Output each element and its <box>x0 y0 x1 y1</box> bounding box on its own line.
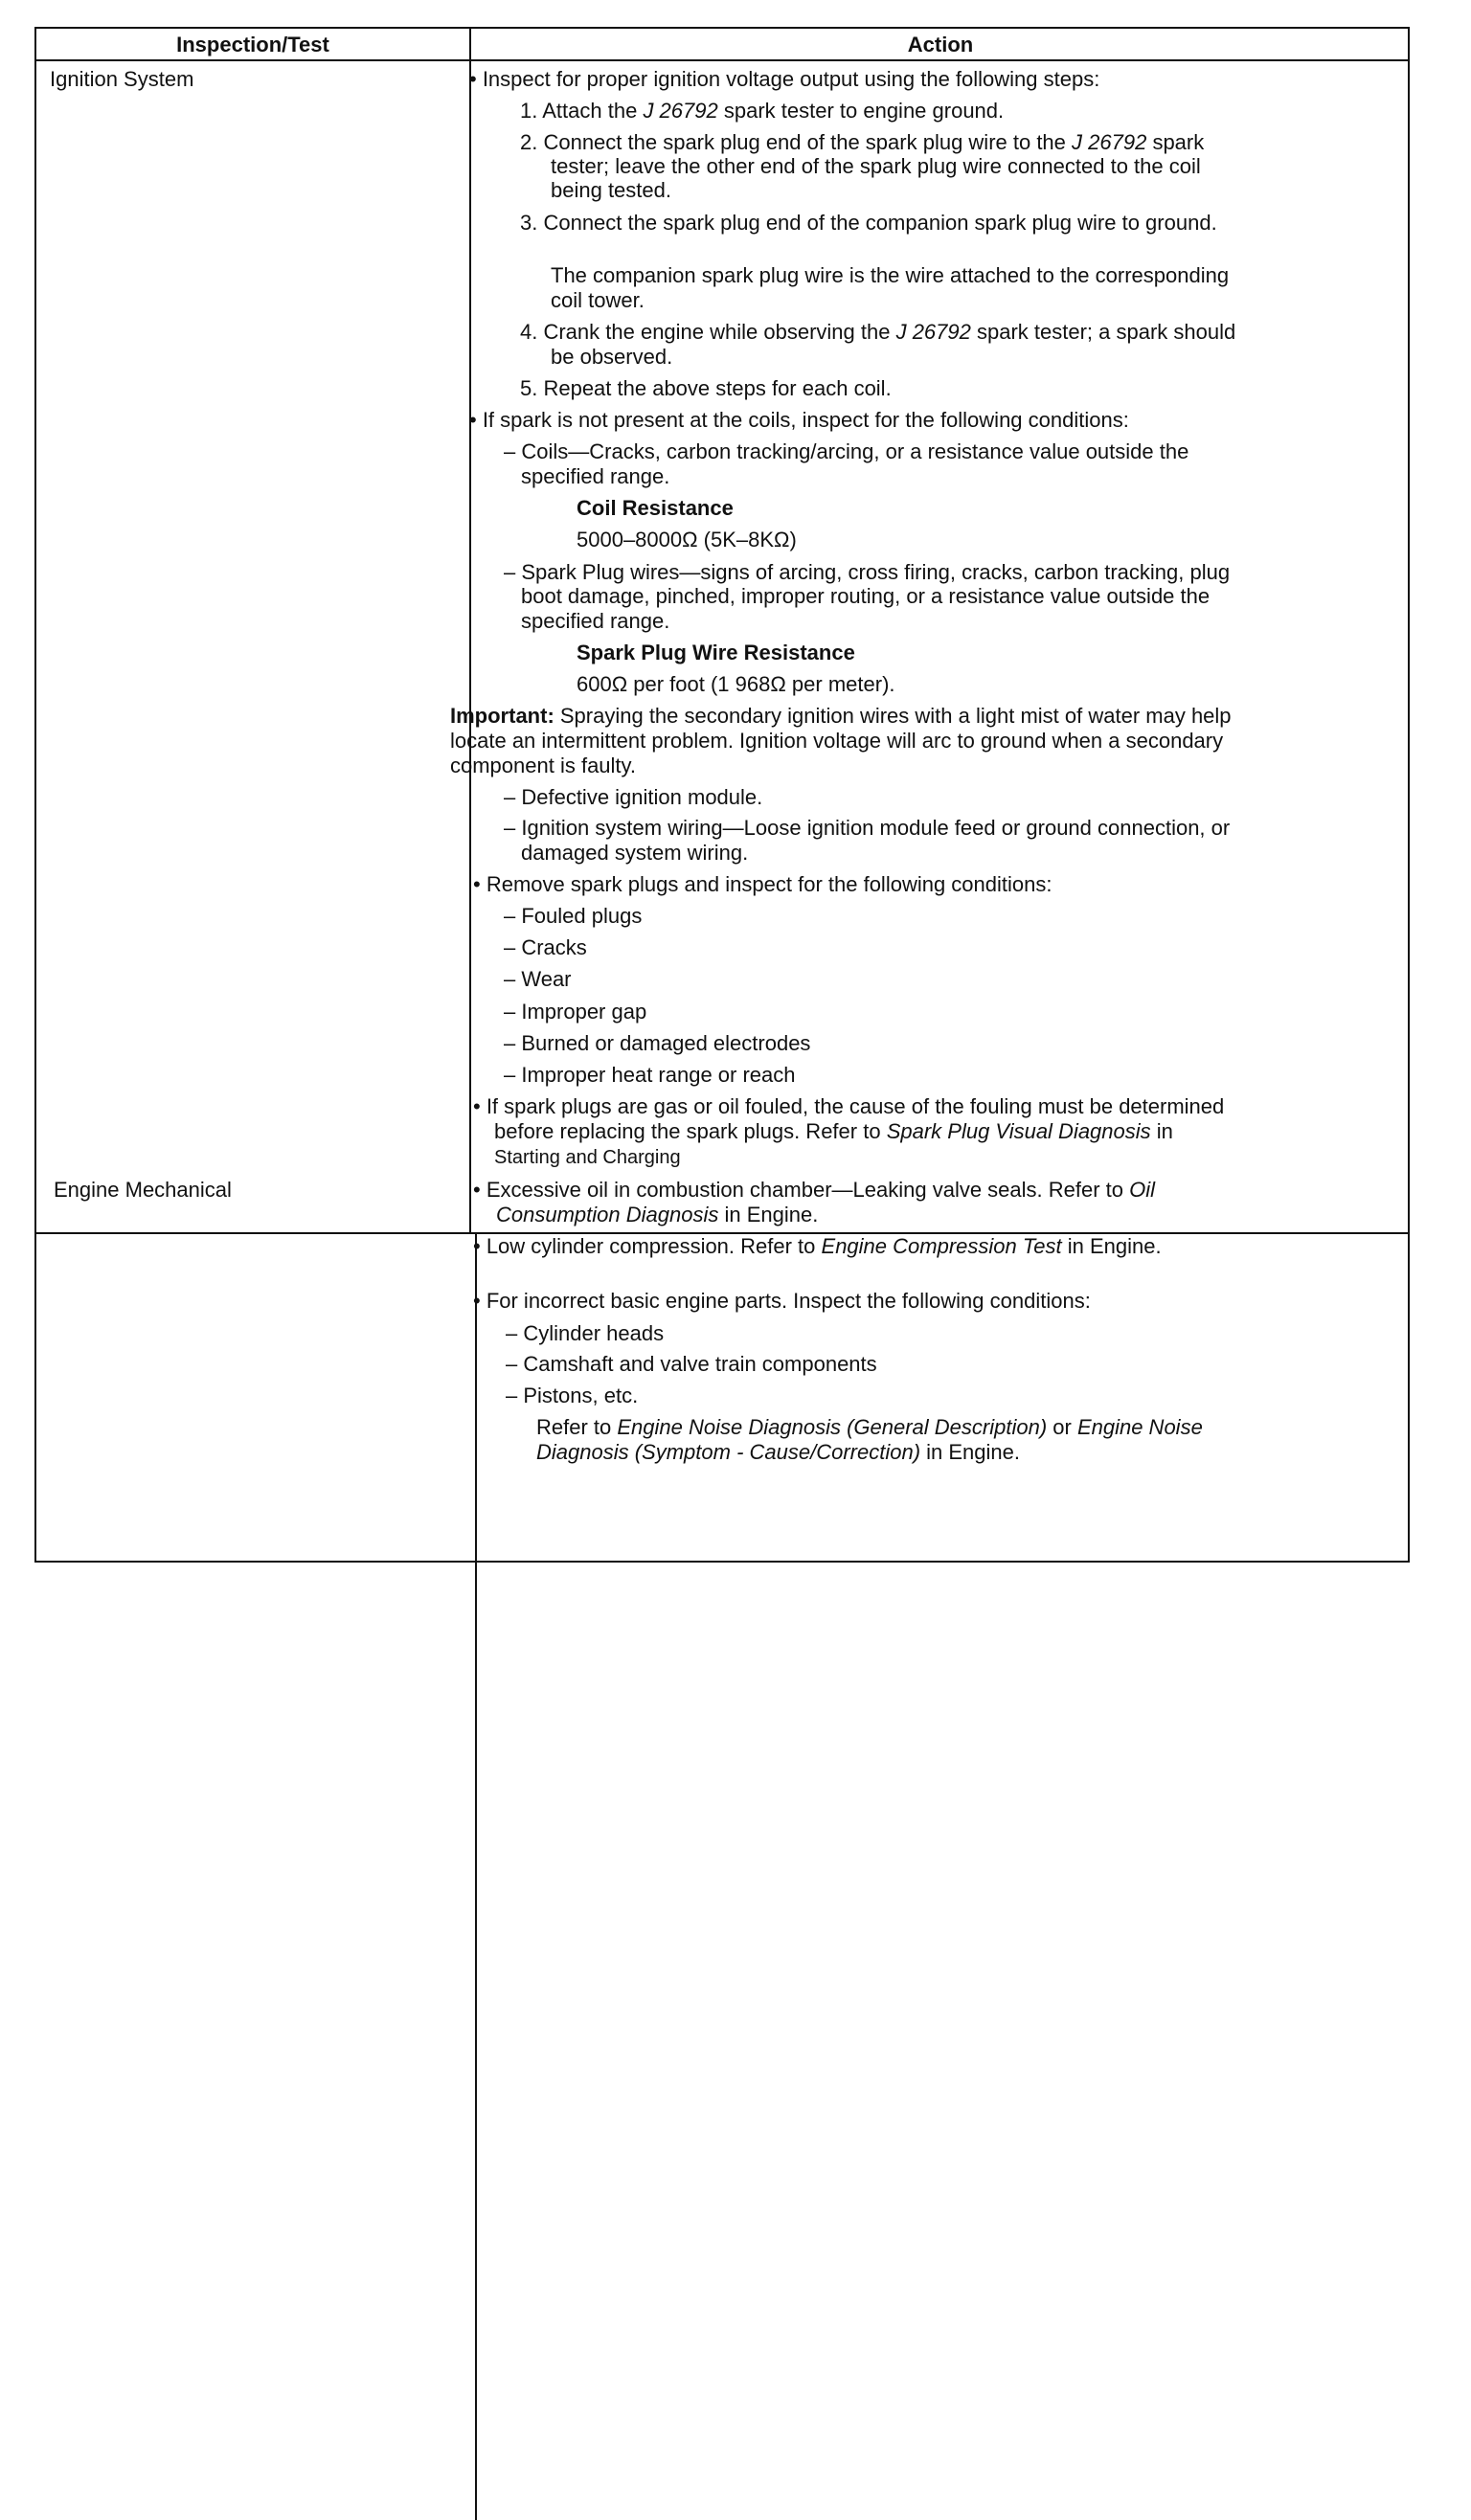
plug-fouled: – Fouled plugs <box>504 904 643 928</box>
coil-resistance-title: Coil Resistance <box>577 496 734 520</box>
row-label-ignition: Ignition System <box>50 67 194 91</box>
part-pistons: – Pistons, etc. <box>506 1384 639 1407</box>
wire-resistance-title: Spark Plug Wire Resistance <box>577 641 855 664</box>
bullet-compression: • Low cylinder compression. Refer to Engine Compression Test in Engine. <box>473 1234 1162 1258</box>
header-divider <box>36 59 1408 61</box>
condition-coils: – Coils—Cracks, carbon tracking/arcing, or a resistance value outside the <box>504 439 1189 463</box>
bullet-remove-plugs: • Remove spark plugs and inspect for the following conditions: <box>473 872 1052 896</box>
plug-cracks: – Cracks <box>504 935 587 959</box>
bullet-inspect-voltage: • Inspect for proper ignition voltage output using the following steps: <box>469 67 1100 91</box>
wire-resistance-value: 600Ω per foot (1 968Ω per meter). <box>577 672 895 696</box>
bullet-fouled-cause: • If spark plugs are gas or oil fouled, the cause of the fouling must be determined <box>473 1094 1225 1118</box>
condition-coils-cont: specified range. <box>521 464 670 488</box>
diagnosis-table <box>34 27 1410 1563</box>
step-3-note-cont: coil tower. <box>551 288 645 312</box>
row-label-engine: Engine Mechanical <box>54 1178 232 1202</box>
step-3-note: The companion spark plug wire is the wire attached to the corresponding <box>551 263 1230 287</box>
condition-wires-cont: boot damage, pinched, improper routing, or a resistance value outside the <box>521 584 1211 608</box>
bullet-engine-parts: • For incorrect basic engine parts. Inspect the following conditions: <box>473 1289 1091 1313</box>
header-action: Action <box>907 33 974 56</box>
condition-wiring-cont: damaged system wiring. <box>521 841 749 865</box>
refer-noise-diagnosis-cont: Diagnosis (Symptom - Cause/Correction) in Engine. <box>536 1440 1020 1464</box>
step-4: 4. Crank the engine while observing the J 26792 spark tester; a spark should <box>520 320 1236 344</box>
column-divider <box>469 29 471 1234</box>
step-4-cont: be observed. <box>551 345 673 369</box>
important-note-cont2: component is faulty. <box>450 754 637 777</box>
condition-wiring: – Ignition system wiring—Loose ignition module feed or ground connection, or <box>504 816 1231 840</box>
plug-heat-range: – Improper heat range or reach <box>504 1063 796 1087</box>
condition-module: – Defective ignition module. <box>504 785 763 809</box>
bullet-fouled-cause-cont2: Starting and Charging <box>494 1147 681 1168</box>
step-5: 5. Repeat the above steps for each coil. <box>520 376 892 400</box>
bullet-excess-oil-cont: Consumption Diagnosis in Engine. <box>496 1203 819 1226</box>
coil-resistance-value: 5000–8000Ω (5K–8KΩ) <box>577 528 797 551</box>
important-note-cont: locate an intermittent problem. Ignition voltage will arc to ground when a secondary <box>450 729 1224 753</box>
step-3: 3. Connect the spark plug end of the companion spark plug wire to ground. <box>520 211 1217 235</box>
step-2-cont2: being tested. <box>551 178 671 202</box>
bullet-no-spark: • If spark is not present at the coils, inspect for the following conditions: <box>469 408 1129 432</box>
step-2: 2. Connect the spark plug end of the spark plug wire to the J 26792 spark <box>520 130 1205 154</box>
column-divider-lower <box>475 1234 477 2520</box>
header-inspection: Inspection/Test <box>176 33 329 56</box>
refer-noise-diagnosis: Refer to Engine Noise Diagnosis (General Description) or Engine Noise <box>536 1415 1203 1439</box>
bullet-fouled-cause-cont: before replacing the spark plugs. Refer to Spark Plug Visual Diagnosis in <box>494 1119 1173 1143</box>
plug-electrodes: – Burned or damaged electrodes <box>504 1031 811 1055</box>
part-cylinder-heads: – Cylinder heads <box>506 1321 665 1345</box>
bullet-excess-oil: • Excessive oil in combustion chamber—Leaking valve seals. Refer to Oil <box>473 1178 1156 1202</box>
condition-wires-cont2: specified range. <box>521 609 670 633</box>
plug-gap: – Improper gap <box>504 1000 647 1024</box>
part-camshaft: – Camshaft and valve train components <box>506 1352 877 1376</box>
step-1: 1. Attach the J 26792 spark tester to engine ground. <box>520 99 1005 123</box>
condition-wires: – Spark Plug wires—signs of arcing, cross firing, cracks, carbon tracking, plug <box>504 560 1231 584</box>
step-2-cont: tester; leave the other end of the spark plug wire connected to the coil <box>551 154 1201 178</box>
important-note: Important: Spraying the secondary ignition wires with a light mist of water may help <box>450 704 1232 728</box>
plug-wear: – Wear <box>504 967 572 991</box>
